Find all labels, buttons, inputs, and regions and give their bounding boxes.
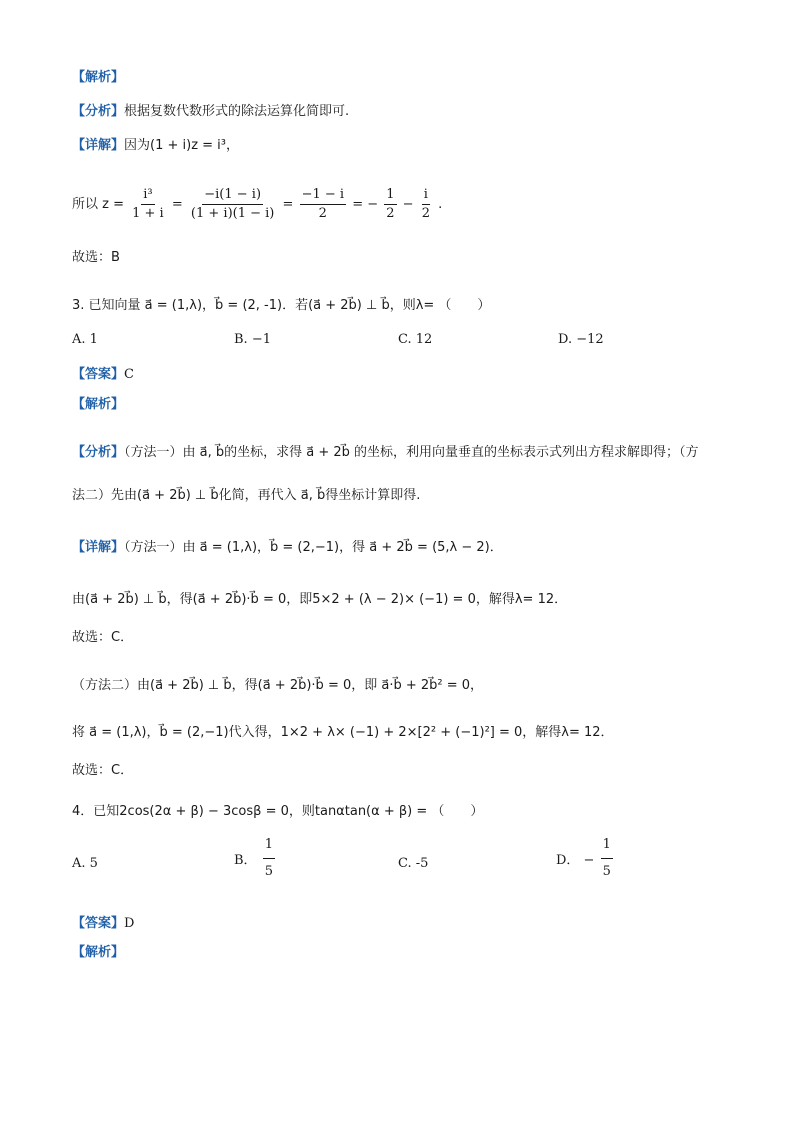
q3-choice-1: 故选：C．	[72, 630, 134, 645]
q3-detail-line3: （方法二）由(a⃗ + 2b⃗) ⊥ b⃗，得(a⃗ + 2b⃗)·b⃗ = 0，即 a⃗·b⃗ + 2b⃗² = 0，	[72, 678, 484, 693]
q3-detail-line1	[72, 536, 503, 555]
q2-frac3-num: −1 − i	[300, 186, 346, 205]
q3-detail-text-1: （方法一）由 a⃗ = (1,λ)，b⃗ = (2,−1)，得 a⃗ + 2b⃗ = (5,λ − 2)．	[124, 540, 503, 555]
q4-option-d-frac	[601, 832, 613, 885]
q2-frac4	[384, 186, 396, 223]
equals-sign: =	[282, 197, 294, 212]
answer-tag: 【答案】	[72, 367, 125, 382]
q2-detail	[72, 134, 239, 153]
detail-tag: 【详解】	[72, 138, 125, 153]
q3-analysis-tag: 【解析】	[72, 397, 125, 412]
q4-option-b-frac	[263, 832, 275, 885]
q2-frac4-num: 1	[384, 186, 396, 205]
q3-detail-line2: 由(a⃗ + 2b⃗) ⊥ b⃗，得(a⃗ + 2b⃗)·b⃗ = 0，即5×2 + (λ − 2)× (−1) = 0，解得λ= 12．	[72, 592, 568, 607]
q4-option-b-prefix: B．	[234, 853, 257, 868]
fenxi-tag: 【分析】	[72, 445, 125, 460]
q2-frac2-num: −i(1 − i)	[202, 186, 263, 205]
q2-fenxi-text: 根据复数代数形式的除法运算化简即可.	[124, 104, 350, 119]
q3-option-b: B. −1	[234, 332, 271, 347]
q2-choice: 故选：B	[72, 250, 120, 265]
period: .	[438, 197, 443, 212]
fenxi-tag: 【分析】	[72, 104, 125, 119]
q2-frac3-den: 2	[318, 206, 327, 221]
q4-option-b-den: 5	[264, 864, 273, 879]
q2-frac5-num: i	[422, 186, 430, 205]
q2-frac1-num: i³	[141, 186, 154, 205]
q3-fenxi-line1	[72, 441, 699, 460]
q4-option-b-num: 1	[263, 832, 275, 859]
equals-sign: =	[171, 197, 183, 212]
q4-option-d-prefix: D． −	[556, 853, 595, 868]
q3-choice-2: 故选：C．	[72, 763, 134, 778]
q2-fenxi	[72, 100, 349, 119]
detail-tag: 【详解】	[72, 540, 125, 555]
q2-frac1-den: 1 + i	[132, 206, 164, 221]
q2-frac2	[189, 186, 276, 223]
q4-option-a: A. 5	[72, 856, 98, 871]
q3-answer-value: C	[124, 367, 134, 382]
q3-option-c: C. 12	[398, 332, 433, 347]
minus-sign: −	[402, 197, 414, 212]
q2-frac4-den: 2	[386, 206, 395, 221]
q2-frac1	[130, 186, 166, 223]
q4-option-d-den: 5	[602, 864, 611, 879]
q3-detail-line4: 将 a⃗ = (1,λ)，b⃗ = (2,−1)代入得，1×2 + λ× (−1) + 2×[2² + (−1)²] = 0，解得λ= 12．	[72, 725, 614, 740]
q4-answer-value: D	[124, 916, 135, 931]
q4-option-c: C. -5	[398, 856, 429, 871]
equals-minus: = −	[352, 197, 379, 212]
q2-detail-text: 因为(1 + i)z = i³，	[124, 138, 240, 153]
q2-frac5-den: 2	[421, 206, 430, 221]
analysis-tag: 【解析】	[72, 70, 125, 85]
q3-fenxi-line2: 法二）先由(a⃗ + 2b⃗) ⊥ b⃗化简，再代入 a⃗, b⃗得坐标计算即得.	[72, 488, 421, 503]
q2-frac5	[420, 186, 432, 223]
q2-frac2-den: (1 + i)(1 − i)	[190, 206, 275, 221]
q4-analysis-tag: 【解析】	[72, 945, 125, 960]
q4-answer	[72, 912, 134, 931]
q4-option-d	[556, 832, 615, 885]
q2-derivation	[72, 186, 442, 223]
q4-option-b	[234, 832, 277, 885]
q3-answer	[72, 363, 134, 382]
q3-option-a: A. 1	[72, 332, 98, 347]
q4-option-d-num: 1	[601, 832, 613, 859]
q2-frac3	[300, 186, 346, 223]
answer-tag: 【答案】	[72, 916, 125, 931]
q3-option-d: D. −12	[558, 332, 604, 347]
q2-suoyi: 所以 z =	[72, 197, 124, 212]
q3-stem: 3. 已知向量 a⃗ = (1,λ)，b⃗ = (2, -1)．若(a⃗ + 2b⃗) ⊥ b⃗，则λ= （ ）	[72, 298, 491, 313]
q3-fenxi-text-1: （方法一）由 a⃗, b⃗的坐标，求得 a⃗ + 2b⃗ 的坐标，利用向量垂直的坐标表示式列出方程求解即得；（方	[124, 445, 699, 460]
q4-stem: 4．已知2cos(2α + β) − 3cosβ = 0，则tanαtan(α + β) = （ ）	[72, 804, 484, 819]
